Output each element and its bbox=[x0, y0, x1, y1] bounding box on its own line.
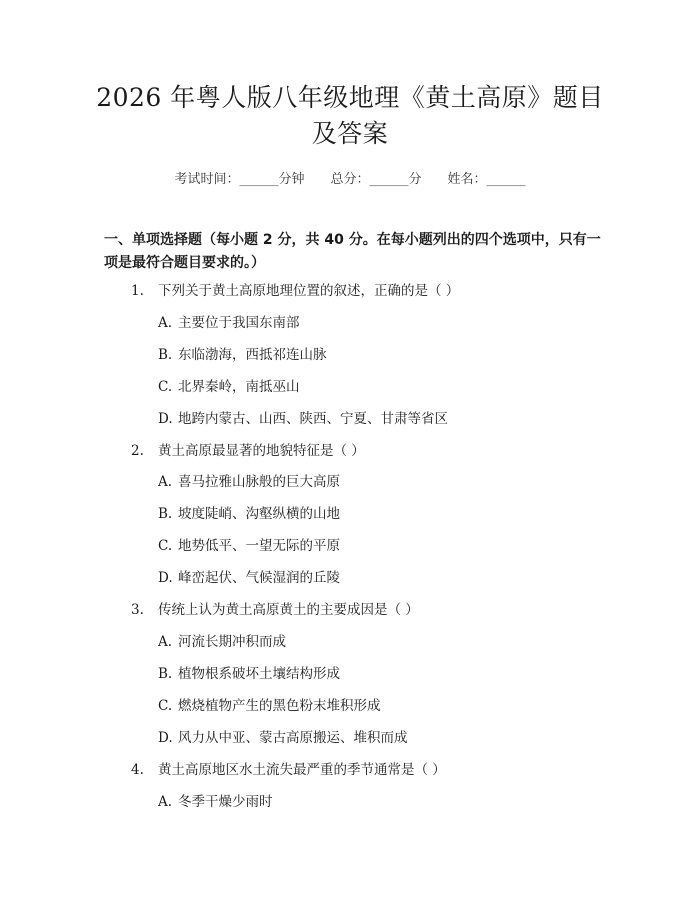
option-1a bbox=[158, 313, 300, 333]
option-text: 冬季干燥少雨时 bbox=[178, 794, 273, 810]
option-text: 主要位于我国东南部 bbox=[178, 315, 300, 331]
option-letter: D. bbox=[158, 570, 173, 586]
option-text: 东临渤海，西抵祁连山脉 bbox=[178, 347, 327, 363]
question-4 bbox=[131, 760, 446, 780]
total-score: 总分：______分 bbox=[330, 172, 422, 187]
option-1d bbox=[158, 409, 448, 429]
option-3a bbox=[158, 632, 286, 652]
title-line-1: 2026 年粤人版八年级地理《黄土高原》题目 bbox=[96, 83, 604, 112]
option-3b bbox=[158, 664, 340, 684]
section-heading: 一、单项选择题（每小题 2 分，共 40 分。在每小题列出的四个选项中，只有一项是最符合题目要求的。） bbox=[104, 232, 601, 271]
question-number: 3. bbox=[131, 602, 144, 618]
option-2b bbox=[158, 504, 340, 524]
option-text: 峰峦起伏、气候湿润的丘陵 bbox=[178, 570, 340, 586]
question-text: 黄土高原最显著的地貌特征是（ ） bbox=[158, 443, 365, 459]
option-text: 北界秦岭，南抵巫山 bbox=[178, 379, 300, 395]
option-text: 喜马拉雅山脉般的巨大高原 bbox=[178, 474, 340, 490]
option-2a bbox=[158, 472, 340, 492]
exam-time: 考试时间：______分钟 bbox=[174, 172, 305, 187]
option-letter: A. bbox=[158, 794, 173, 810]
question-1 bbox=[131, 281, 459, 301]
option-letter: B. bbox=[158, 506, 173, 522]
option-1c bbox=[158, 377, 300, 397]
question-2 bbox=[131, 441, 365, 461]
question-text: 黄土高原地区水土流失最严重的季节通常是（ ） bbox=[158, 762, 446, 778]
option-3c bbox=[158, 696, 381, 716]
option-letter: A. bbox=[158, 474, 173, 490]
option-letter: D. bbox=[158, 730, 173, 746]
option-4a bbox=[158, 792, 273, 812]
question-text: 传统上认为黄土高原黄土的主要成因是（ ） bbox=[158, 602, 419, 618]
option-letter: A. bbox=[158, 634, 173, 650]
question-number: 2. bbox=[131, 443, 144, 459]
option-letter: A. bbox=[158, 315, 173, 331]
option-1b bbox=[158, 345, 327, 365]
option-text: 坡度陡峭、沟壑纵横的山地 bbox=[178, 506, 340, 522]
student-name: 姓名：______ bbox=[447, 172, 526, 187]
option-text: 植物根系破坏土壤结构形成 bbox=[178, 666, 340, 682]
option-letter: C. bbox=[158, 698, 173, 714]
option-letter: B. bbox=[158, 347, 173, 363]
option-3d bbox=[158, 728, 408, 748]
option-text: 风力从中亚、蒙古高原搬运、堆积而成 bbox=[178, 730, 408, 746]
option-letter: B. bbox=[158, 666, 173, 682]
option-2d bbox=[158, 568, 340, 588]
option-letter: C. bbox=[158, 379, 173, 395]
title-line-2: 及答案 bbox=[311, 119, 389, 148]
question-text: 下列关于黄土高原地理位置的叙述，正确的是（ ） bbox=[158, 283, 460, 299]
option-text: 地势低平、一望无际的平原 bbox=[178, 538, 340, 554]
option-text: 河流长期冲积而成 bbox=[178, 634, 286, 650]
document-title bbox=[90, 80, 610, 152]
exam-meta bbox=[0, 168, 700, 187]
option-letter: D. bbox=[158, 411, 173, 427]
option-letter: C. bbox=[158, 538, 173, 554]
question-number: 1. bbox=[131, 283, 144, 299]
question-3 bbox=[131, 600, 419, 620]
option-text: 燃烧植物产生的黑色粉末堆积形成 bbox=[178, 698, 381, 714]
option-text: 地跨内蒙古、山西、陕西、宁夏、甘肃等省区 bbox=[178, 411, 448, 427]
option-2c bbox=[158, 536, 340, 556]
question-number: 4. bbox=[131, 762, 144, 778]
